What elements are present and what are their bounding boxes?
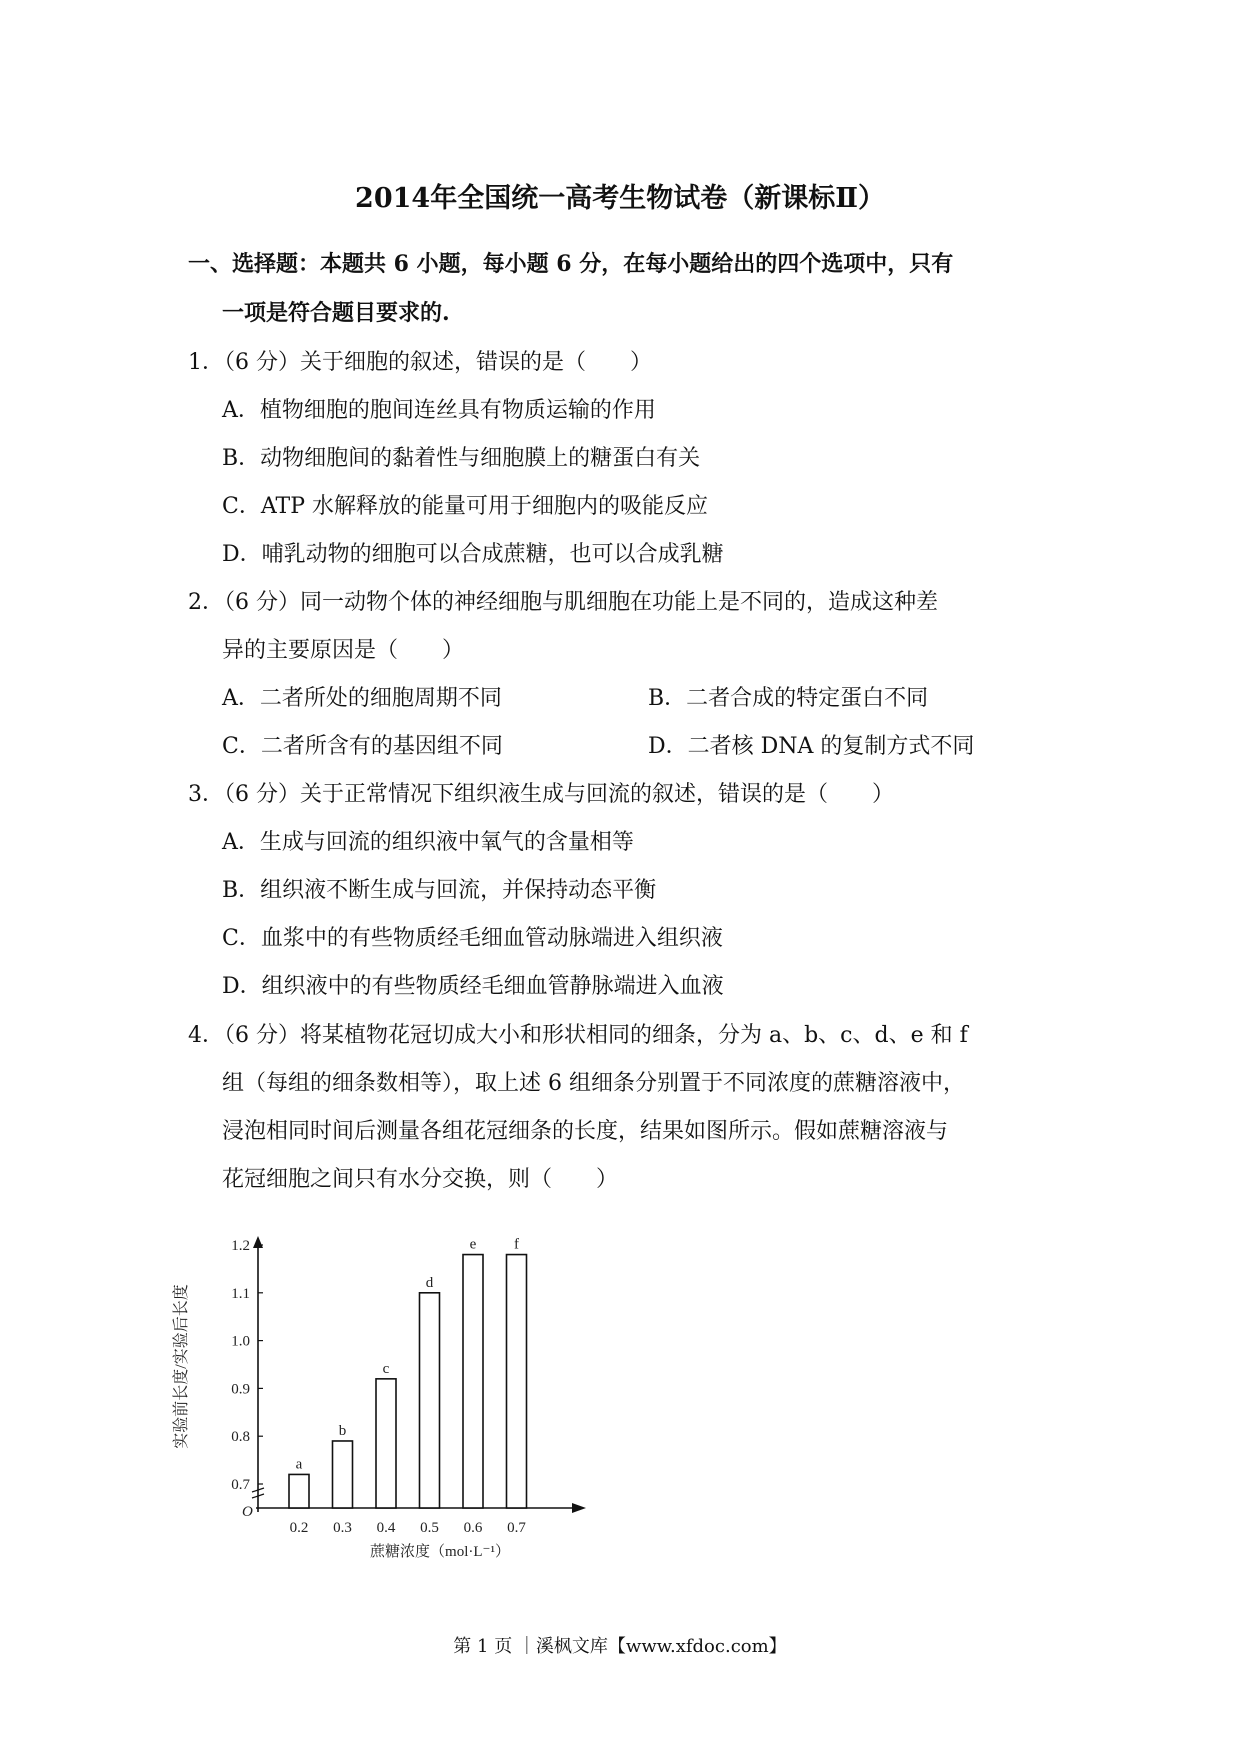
page-footer: 第 1 页 ｜溪枫文库【www.xfdoc.com】 (453, 1636, 787, 1657)
question-2-option-a: A．二者所处的细胞周期不同 (222, 686, 502, 711)
question-3-option-a: A．生成与回流的组织液中氧气的含量相等 (222, 830, 634, 855)
x-tick-label: 0.7 (507, 1520, 526, 1536)
bar-a (289, 1474, 309, 1508)
x-tick-label: 0.2 (289, 1520, 309, 1536)
question-4-stem-line2: 组（每组的细条数相等），取上述 6 组细条分别置于不同浓度的蔗糖溶液中， (222, 1071, 965, 1096)
bar-e (463, 1255, 483, 1508)
x-tick-label: 0.3 (333, 1520, 352, 1536)
bar-label-a: a (295, 1456, 303, 1473)
bar-d (420, 1293, 440, 1508)
question-3-stem: 3．（6 分）关于正常情况下组织液生成与回流的叙述，错误的是（ ） (188, 782, 894, 807)
question-2-option-d: D．二者核 DNA 的复制方式不同 (648, 734, 975, 759)
bar-label-e: e (469, 1236, 477, 1253)
bar-f (507, 1255, 527, 1508)
question-2-option-b: B．二者合成的特定蛋白不同 (648, 686, 929, 711)
page-title: 2014年全国统一高考生物试卷（新课标Ⅱ） (355, 183, 885, 214)
question-1-stem: 1．（6 分）关于细胞的叙述，错误的是（ ） (188, 350, 652, 375)
bar-b (333, 1441, 353, 1508)
bar-label-b: b (338, 1422, 347, 1439)
bar-label-f: f (514, 1236, 519, 1253)
question-4-stem-line3: 浸泡相同时间后测量各组花冠细条的长度，结果如图所示。假如蔗糖溶液与 (222, 1119, 949, 1144)
question-2-option-c: C．二者所含有的基因组不同 (222, 734, 503, 759)
section-heading-line2: 一项是符合题目要求的. (222, 300, 450, 326)
y-tick-label: 1.0 (231, 1333, 250, 1350)
question-1-option-b: B．动物细胞间的黏着性与细胞膜上的糖蛋白有关 (222, 446, 701, 471)
question-2-stem-line2: 异的主要原因是（ ） (222, 638, 465, 663)
y-tick-label: 1.1 (231, 1285, 250, 1302)
bar-label-c: c (382, 1360, 390, 1377)
y-axis-title: 实验前长度/实验后长度 (173, 1284, 190, 1449)
section-heading-line1: 一、选择题：本题共 6 小题，每小题 6 分，在每小题给出的四个选项中，只有 (188, 251, 954, 277)
question-3-option-d: D．组织液中的有些物质经毛细血管静脉端进入血液 (222, 974, 724, 999)
question-3-option-b: B．组织液不断生成与回流，并保持动态平衡 (222, 878, 657, 903)
x-tick-label: 0.4 (376, 1520, 396, 1536)
question-4-stem-line1: 4．（6 分）将某植物花冠切成大小和形状相同的细条，分为 a、b、c、d、e 和 f (188, 1023, 968, 1048)
chart-bars (289, 1255, 527, 1508)
x-axis-arrow (572, 1503, 586, 1513)
x-tick-label: 0.6 (463, 1520, 483, 1536)
bar-c (376, 1379, 396, 1508)
question-2-stem-line1: 2．（6 分）同一动物个体的神经细胞与肌细胞在功能上是不同的，造成这种差 (188, 590, 938, 615)
x-axis-title: 蔗糖浓度（mol·L⁻¹） (370, 1544, 510, 1560)
y-tick-label: 1.2 (231, 1238, 250, 1254)
y-tick-label: 0.7 (231, 1477, 250, 1493)
origin-label: O (242, 1504, 253, 1520)
x-tick-label: 0.5 (420, 1520, 439, 1536)
question-1-option-a: A．植物细胞的胞间连丝具有物质运输的作用 (222, 398, 656, 423)
y-tick-label: 0.8 (231, 1429, 250, 1446)
y-tick-label: 0.9 (231, 1381, 250, 1398)
question-1-option-d: D．哺乳动物的细胞可以合成蔗糖，也可以合成乳糖 (222, 542, 724, 567)
question-1-option-c: C．ATP 水解释放的能量可用于细胞内的吸能反应 (222, 494, 708, 519)
question-3-option-c: C．血浆中的有些物质经毛细血管动脉端进入组织液 (222, 926, 723, 951)
y-axis-arrow (253, 1236, 263, 1248)
bar-label-d: d (425, 1274, 434, 1291)
question-4-stem-line4: 花冠细胞之间只有水分交换，则（ ） (222, 1167, 619, 1192)
sucrose-length-ratio-bar-chart (173, 1218, 598, 1563)
